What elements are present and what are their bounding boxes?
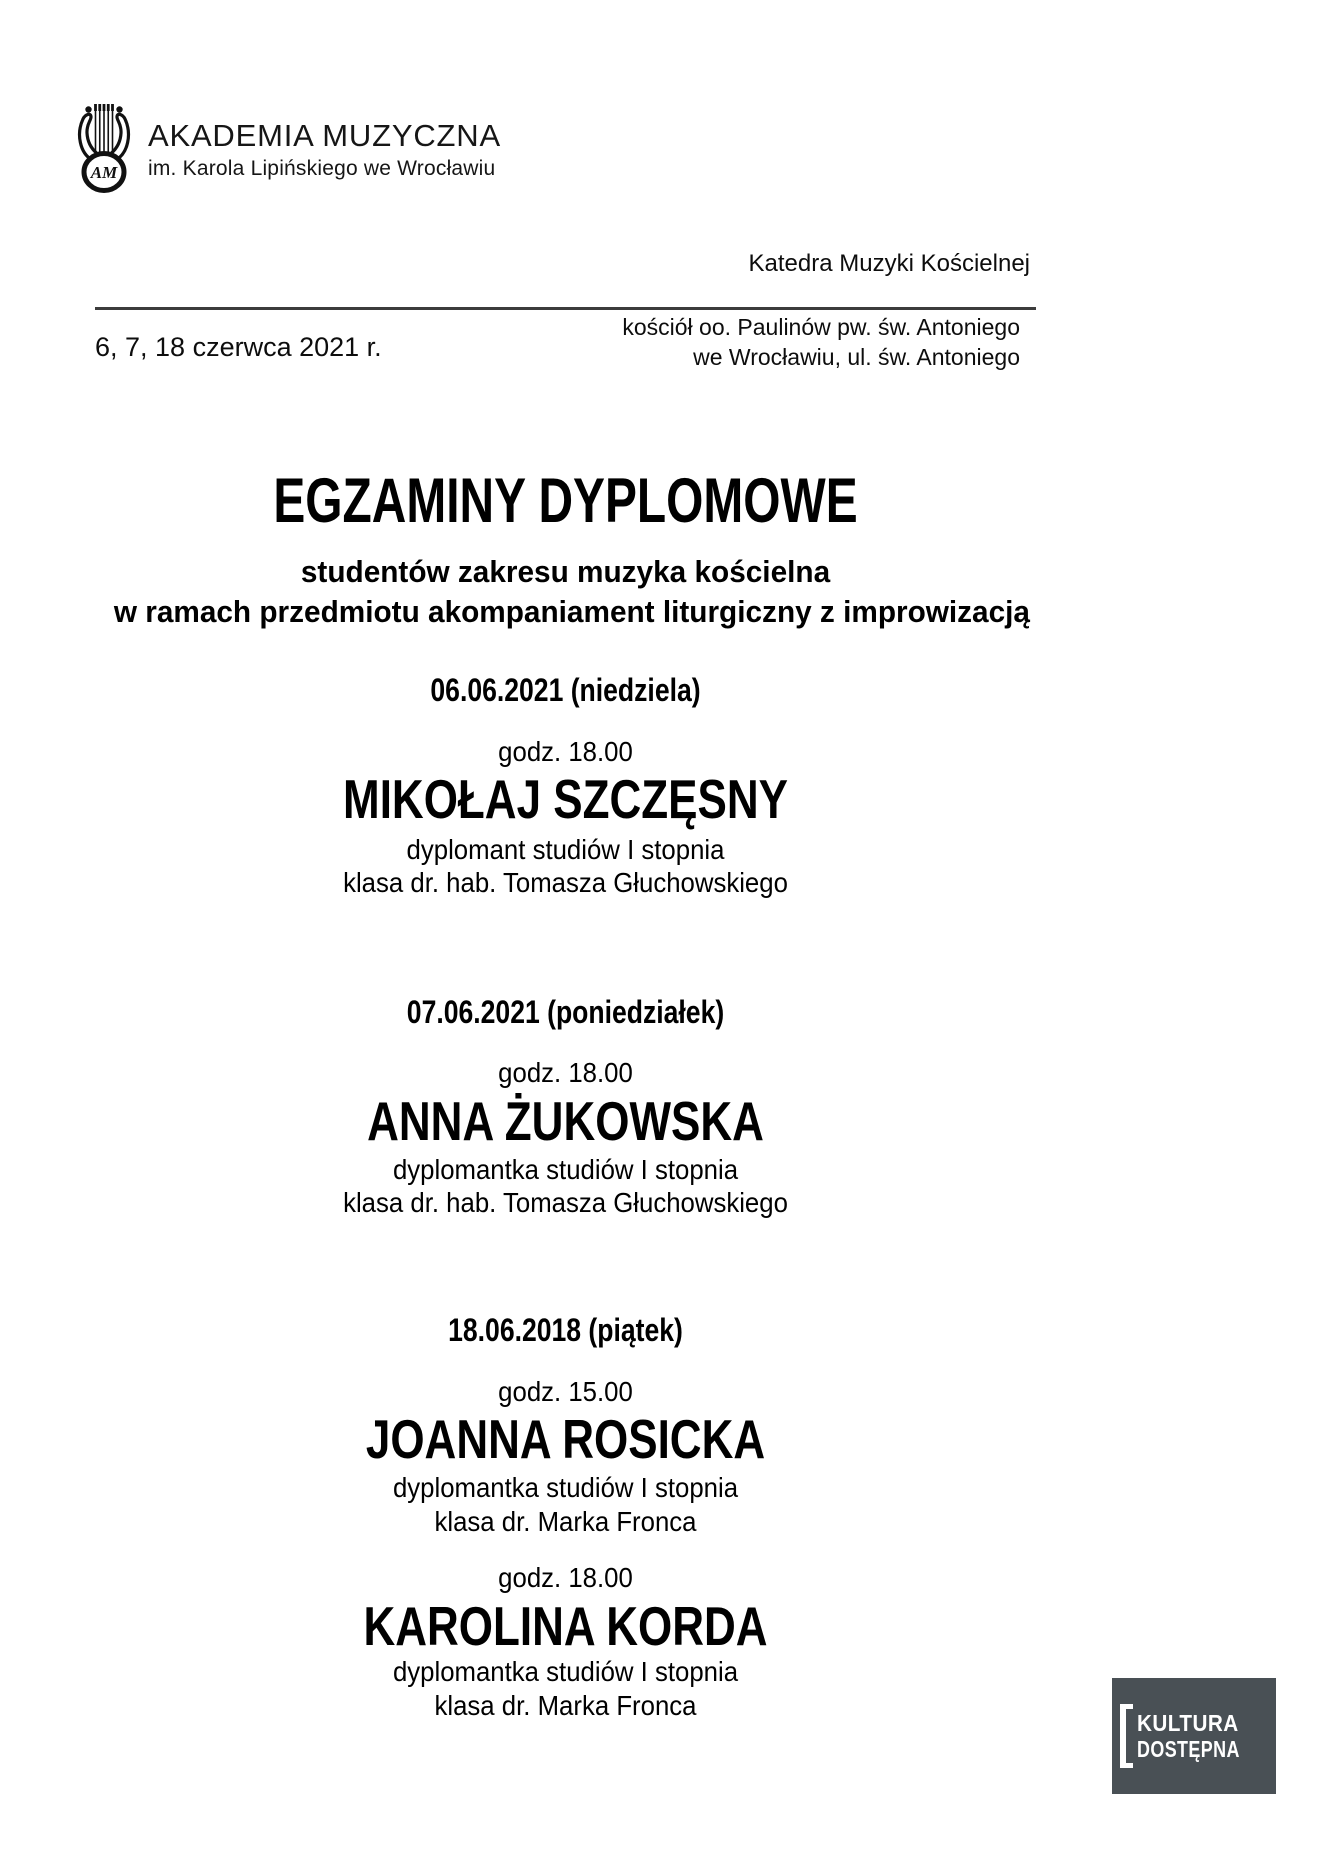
- session-2-detail-1: dyplomantka studiów I stopnia: [392, 1154, 739, 1185]
- session-1-time: godz. 18.00: [498, 736, 633, 767]
- academy-subtitle: im. Karola Lipińskiego we Wrocławiu: [148, 157, 496, 181]
- session-3-detail-2b: klasa dr. Marka Fronca: [434, 1690, 697, 1721]
- bracket-icon: [1120, 1704, 1133, 1768]
- department-label: Katedra Muzyki Kościelnej: [748, 250, 1030, 277]
- academy-name: AKADEMIA MUZYCZNA: [148, 117, 501, 153]
- session-3-student-1: JOANNA ROSICKA: [365, 1408, 766, 1470]
- session-3-time-2: godz. 18.00: [498, 1562, 633, 1593]
- kultura-dostepna-text: [1137, 1710, 1269, 1762]
- dostepna-line: DOSTĘPNA: [1136, 1736, 1240, 1762]
- session-2-detail-2: klasa dr. hab. Tomasza Głuchowskiego: [343, 1187, 788, 1218]
- venue-address: [622, 312, 1020, 372]
- session-3-time-1: godz. 15.00: [498, 1376, 633, 1407]
- session-3-student-2: KAROLINA KORDA: [363, 1595, 768, 1657]
- kultura-dostepna-logo: [1112, 1678, 1276, 1794]
- svg-text:AM: AM: [90, 163, 118, 182]
- page-title: EGZAMINY DYPLOMOWE: [273, 466, 858, 536]
- subtitle-line-2: w ramach przedmiotu akompaniament liturgiczny z improwizacją: [113, 594, 1030, 629]
- session-2-date: 07.06.2021 (poniedziałek): [406, 994, 725, 1030]
- venue-line-2: we Wrocławiu, ul. św. Antoniego: [693, 344, 1020, 370]
- session-3-detail-2a: dyplomantka studiów I stopnia: [392, 1656, 739, 1687]
- session-1-detail-2: klasa dr. hab. Tomasza Głuchowskiego: [343, 867, 788, 898]
- academy-logo: [74, 98, 501, 194]
- academy-logo-text: [148, 111, 501, 181]
- venue-line-1: kościół oo. Paulinów pw. św. Antoniego: [622, 314, 1020, 340]
- session-1-date: 06.06.2021 (niedziela): [430, 672, 701, 708]
- subtitle-line-1: studentów zakresu muzyka kościelna: [300, 554, 831, 589]
- kultura-dostepna-inner: [1120, 1704, 1269, 1768]
- session-1-student: MIKOŁAJ SZCZĘSNY: [343, 768, 788, 830]
- event-dates: 6, 7, 18 czerwca 2021 r.: [95, 332, 382, 362]
- session-3-detail-1a: dyplomantka studiów I stopnia: [392, 1472, 739, 1503]
- session-1-detail-1: dyplomant studiów I stopnia: [406, 834, 725, 865]
- header-divider: [95, 307, 1036, 310]
- session-3-detail-1b: klasa dr. Marka Fronca: [434, 1506, 697, 1537]
- session-3-date: 18.06.2018 (piątek): [448, 1312, 683, 1348]
- kultura-line: KULTURA: [1136, 1710, 1239, 1736]
- session-2-student: ANNA ŻUKOWSKA: [367, 1090, 764, 1152]
- session-2-time: godz. 18.00: [498, 1057, 633, 1088]
- lyre-icon: [74, 98, 134, 194]
